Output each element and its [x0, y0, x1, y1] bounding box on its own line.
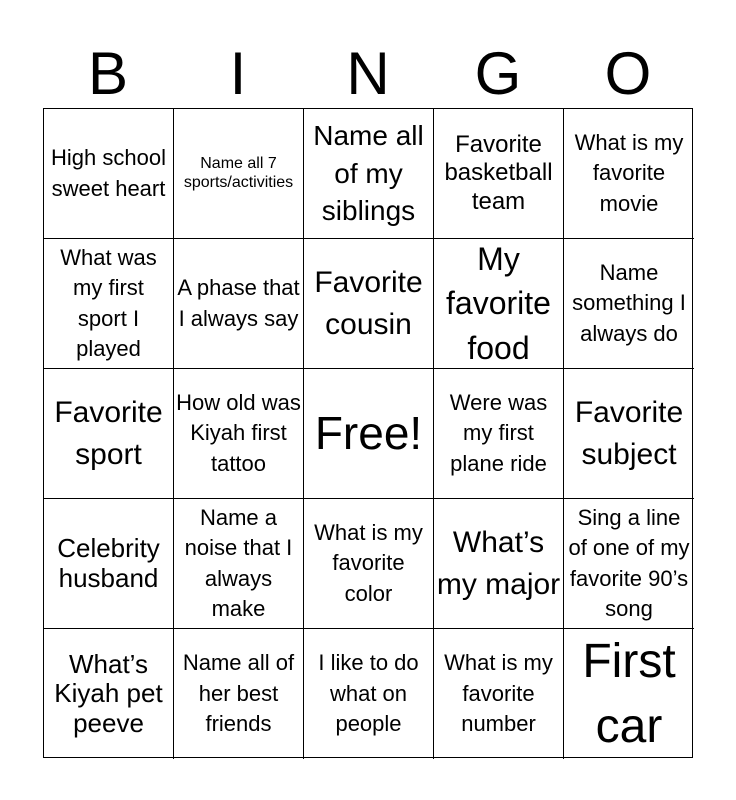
bingo-cell: Favorite basketball team — [434, 109, 564, 239]
bingo-cell: Sing a line of one of my favorite 90’s song — [564, 499, 694, 629]
bingo-cell: My favorite food — [434, 239, 564, 369]
bingo-cell: How old was Kiyah first tattoo — [174, 369, 304, 499]
header-letter-b: B — [87, 40, 129, 107]
bingo-cell: I like to do what on people — [304, 629, 434, 759]
bingo-cell: What’s Kiyah pet peeve — [44, 629, 174, 759]
bingo-cell: What is my favorite color — [304, 499, 434, 629]
bingo-cell: Name all 7 sports/activities — [174, 109, 304, 239]
header-letter-g: G — [474, 40, 522, 107]
header-letter-o: O — [604, 40, 652, 107]
header-letter-i: I — [229, 40, 247, 107]
bingo-cell: A phase that I always say — [174, 239, 304, 369]
bingo-cell: Favorite cousin — [304, 239, 434, 369]
bingo-cell: Name all of my siblings — [304, 109, 434, 239]
bingo-cell: Were was my first plane ride — [434, 369, 564, 499]
bingo-cell: High school sweet heart — [44, 109, 174, 239]
bingo-cell: What is my favorite number — [434, 629, 564, 759]
bingo-cell: First car — [582, 634, 676, 753]
bingo-header — [43, 40, 693, 108]
bingo-cell: Favorite subject — [564, 369, 694, 499]
bingo-cell: What’s my major — [434, 499, 564, 629]
bingo-cell: What is my favorite movie — [564, 109, 694, 239]
bingo-cell: Celebrity husband — [44, 499, 174, 629]
bingo-cell: Name all of her best friends — [174, 629, 304, 759]
header-letter-n: N — [346, 40, 390, 107]
free-space: Free! — [304, 369, 434, 499]
bingo-cell: Favorite sport — [44, 369, 174, 499]
bingo-cell: What was my first sport I played — [44, 239, 174, 369]
bingo-cell: Name a noise that I always make — [174, 499, 304, 629]
bingo-grid — [43, 108, 693, 758]
bingo-cell: Name something I always do — [564, 239, 694, 369]
